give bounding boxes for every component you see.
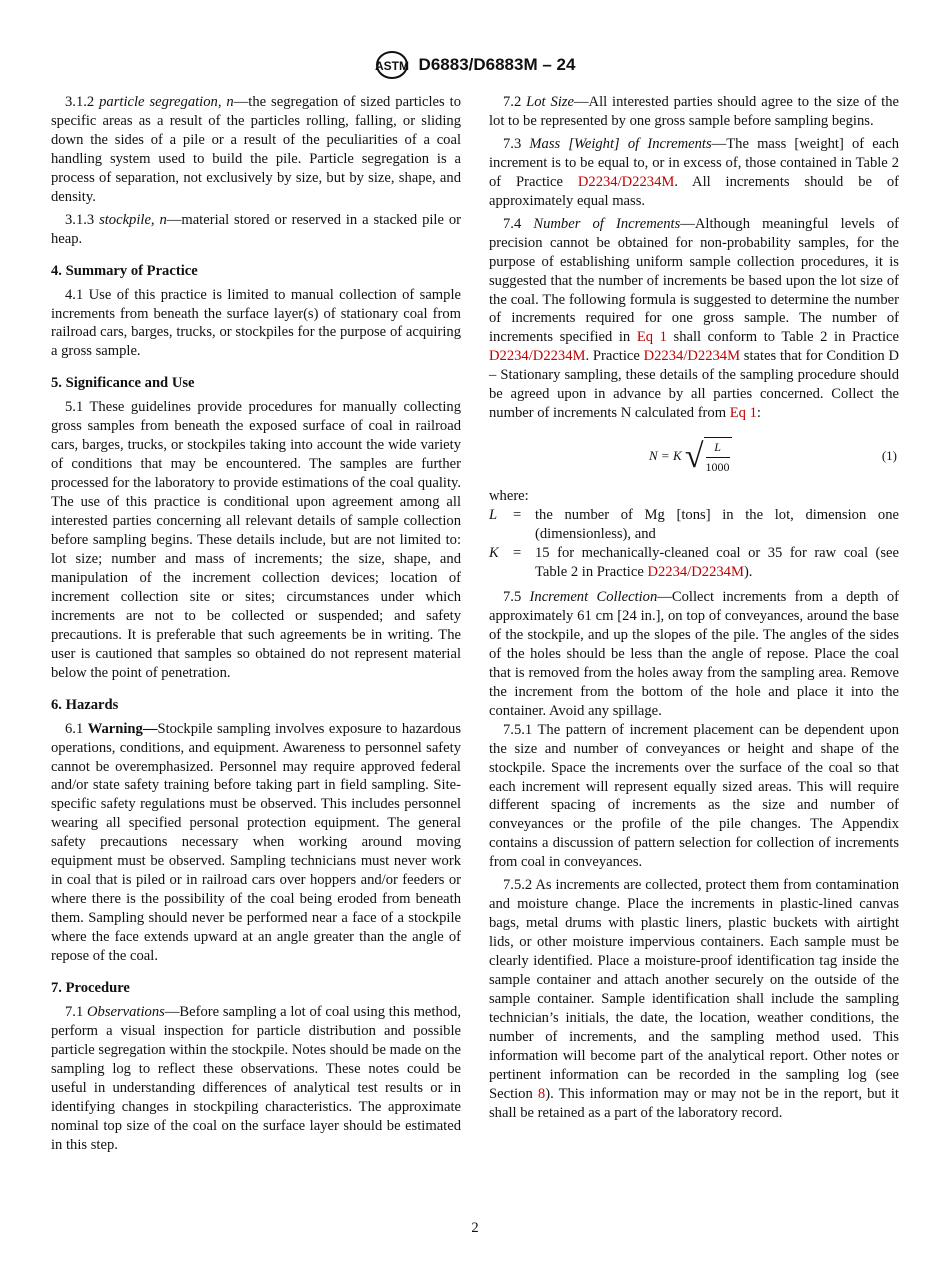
text-run: 7.1: [65, 1003, 87, 1020]
text-run: . All increments should be of approximately equal mass.: [489, 173, 899, 209]
italic-term: Mass [Weight] of Increments: [529, 135, 712, 152]
paragraph: [489, 215, 899, 423]
italic-term: particle segregation, n: [99, 94, 234, 110]
definition-symbol: L: [489, 507, 498, 524]
section-heading: [51, 979, 461, 998]
paragraph: [489, 135, 899, 211]
reference-link[interactable]: D2234/D2234M: [577, 173, 675, 190]
text-run: —Collect increments from a depth of approximately 61 cm [24 in.], on top of conveyances, around the base of the stockpile, and up the slopes of the pile. The angles of the sides of the holes should be less than the angle of repose. Place the coal that is removed from the holes away from the sampling area. Remove the increment from the bottom of the hole and place it into the container. Avoid any spillage.: [489, 588, 899, 719]
text-run: 4. Summary of Practice: [51, 262, 198, 279]
text-run: 3.1.3: [65, 211, 100, 228]
text-run: ).: [743, 564, 753, 581]
italic-term: Lot Size: [526, 94, 574, 110]
text-run: 7.4: [503, 215, 534, 232]
right-column-bottom: [489, 588, 899, 1123]
definition-item: [489, 544, 899, 582]
text-run: ). This information may or may not be in the report, but it shall be retained as a part of the laboratory record.: [489, 1085, 899, 1121]
text-run: 6. Hazards: [51, 696, 119, 713]
right-column-top: [489, 93, 899, 423]
text-run: 7.5: [503, 588, 530, 605]
text-run: 15 for mechanically-cleaned coal or 35 for raw coal (see Table 2 in Practice: [535, 545, 899, 581]
equals-sign: =: [513, 545, 522, 562]
paragraph: [51, 398, 461, 682]
definitions-list: [489, 506, 899, 582]
paragraph: [489, 721, 899, 873]
definition-text: [535, 544, 899, 582]
reference-link[interactable]: Eq 1: [729, 405, 757, 422]
equation-number: (1): [881, 448, 897, 464]
reference-link[interactable]: D2234/D2234M: [489, 348, 586, 365]
text-run: —Although meaningful levels of precision cannot be obtained for non-probability samples, for the purpose of establishing uniform sample collection procedures, it is suggested that the number of increments be based upon the lot size of the coal. The following formula is suggested to determine the number of increments required for one gross sample. The number of increments specified in: [489, 215, 899, 346]
equation-fraction: [704, 437, 732, 477]
bold-text: Warning—: [87, 720, 158, 737]
page-number: 2: [471, 1220, 479, 1236]
document-designation: D6883/D6883M – 24: [418, 55, 576, 74]
text-run: 4.1 Use of this practice is limited to manual collection of sample increments from beneath the surface layer(s) of stationary coal from railroad cars, barges, trucks, or stockpiles for the purpose of acquiring a gross sample.: [51, 286, 461, 360]
paragraph: [51, 286, 461, 362]
text-run: —The mass [weight] of each increment is to be equal to, or in excess of, those contained in Table 2 of Practice: [489, 135, 900, 190]
paragraph: [489, 93, 899, 131]
reference-link[interactable]: D2234/D2234M: [647, 564, 744, 581]
paragraph: [51, 211, 461, 249]
where-label: where:: [489, 488, 529, 505]
text-run: —All interested parties should agree to the size of the lot to be represented by one gross sample before sampling begins.: [489, 94, 899, 129]
page-header: [0, 50, 950, 80]
text-run: 3.1.2: [65, 94, 100, 110]
reference-link[interactable]: Eq 1: [636, 329, 667, 346]
definition-text: [535, 506, 899, 544]
square-root-icon: √: [684, 438, 704, 476]
paragraph: [489, 876, 899, 1122]
left-column: [51, 93, 461, 1159]
astm-logo-icon: [375, 50, 409, 80]
text-run: the number of Mg [tons] in the lot, dimension one (dimensionless), and: [535, 507, 899, 543]
definition-item: [489, 506, 899, 544]
text-run: states that for Condition D – Stationary sampling, these details of the sampling procedure should be agreed upon in advance by all parties concerned. Collect the number of increments N calculated from: [489, 348, 899, 422]
section-heading: [51, 374, 461, 393]
text-run: :: [756, 405, 761, 422]
text-run: 7. Procedure: [51, 979, 130, 996]
italic-term: Number of Increments: [533, 215, 681, 232]
section-heading: [51, 262, 461, 281]
text-run: Stockpile sampling involves exposure to hazardous operations, conditions, and equipment. Awareness to personnel safety cannot be overemphasized. Personnel may require approved federal and/or state safety training before taking part in field sampling. Site-specific safety regulations must be observed. This includes personnel wearing all specified personal protection equipment. The general safety precautions necessary when working around moving equipment must be observed. Sampling technicians must never work in coal that is piled or in railroad cars over hoppers and/or feeders or where there is the possibility of the coal being eroded from beneath them. Sampling should never be performed near a face of a stockpile where the face extends upward at an angle greater than the angle of repose of the coal.: [51, 720, 461, 965]
section-heading: [51, 696, 461, 715]
text-run: 5.1 These guidelines provide procedures for manually collecting gross samples from beneath the exposed surface of coal in railroad cars, barges, trucks, or stockpiles taking into account the wide variety of conditions that may be encountered. The samples are further processed for the laboratory to provide estimations of the coal quality. The use of this practice is conditional upon agreement among all interested parties concerning all relevant details of sample collection before sampling begins. These details include, but are not limited to: lot size; number and mass of increments; the size, shape, and manipulation of the increment collection devices; location of increment collection site or sites; circumstances under which increments are not to be collected or suspended; and safety precautions. It is preferable that such agreements be in writing. The user is cautioned that samples so obtained do not represent material below the point of penetration.: [51, 399, 461, 681]
equation-lhs: N = K: [649, 448, 682, 464]
text-run: . Practice: [585, 348, 644, 365]
right-column: [489, 93, 899, 1127]
italic-term: Observations: [86, 1003, 165, 1020]
text-run: 7.5.1 The pattern of increment placement can be dependent upon the size and number of conveyances or height and shape of the stockpile. Space the increments over the surface of the coal so that each increment will represent equally sized areas. This will require different spacing of increments as the size and number of conveyances or the profile of the pile changes. The Appendix contains a discussion of pattern selection for collection of increments from coal in conveyances.: [489, 721, 899, 871]
reference-link[interactable]: 8: [537, 1085, 546, 1102]
text-run: —Before sampling a lot of coal using this method, perform a visual inspection for particle distribution and possible particle segregation within the stockpile. Notes should be made on the sampling log to reflect these observations. These notes could be useful in understanding differences of analytical test results or in identifying changes in stockpiling characteristics. The approximate nominal top size of the coal on the surface layer should be estimated in this step.: [51, 1003, 461, 1153]
equation-formula: [649, 437, 732, 477]
paragraph: [51, 93, 461, 207]
paragraph: [51, 720, 461, 966]
equation-numerator: L: [706, 438, 730, 458]
equals-sign: =: [513, 507, 522, 524]
definition-symbol: K: [489, 545, 499, 562]
svg-text:ASTM: ASTM: [374, 59, 409, 73]
italic-term: Increment Collection: [529, 588, 658, 605]
text-run: 7.5.2 As increments are collected, protect them from contamination and moisture change. Place the increments in plastic-lined canvas bags, metal drums with plastic liners, plastic buckets with airtight lids, or other moisture impervious containers. Each sample must be clearly identified. Place a moisture-proof identification tag inside the sample container and attach another securely on the outside of the sample container. Sample identification shall include the sampling technician’s initials, the date, the location, weather conditions, the number of increments, and the sampling method used. This information will become part of the analytical report. Other notes or pertinent information can be recorded in the sampling log (see Section: [489, 877, 899, 1102]
text-run: shall conform to Table 2 in Practice: [666, 329, 899, 346]
text-run: 6.1: [65, 720, 88, 737]
text-run: —material stored or reserved in a stacked pile or heap.: [51, 211, 461, 247]
equation-1: [489, 431, 899, 483]
paragraph: [489, 588, 899, 721]
text-run: 7.3: [503, 135, 530, 152]
text-run: —the segregation of sized particles to specific areas as a result of the particles rolling, falling, or sliding down the sides of a pile or a result of the peculiarities of a coal handling system used to build the pile. Particle segregation is a process of separation, not exclusively by size, but by size, shape, and density.: [51, 94, 461, 205]
text-run: 7.2: [503, 94, 527, 110]
italic-term: stockpile, n: [99, 211, 167, 228]
text-run: 5. Significance and Use: [51, 375, 195, 392]
paragraph: [51, 1003, 461, 1155]
reference-link[interactable]: D2234/D2234M: [643, 348, 741, 365]
equation-denominator: 1000: [705, 460, 730, 475]
